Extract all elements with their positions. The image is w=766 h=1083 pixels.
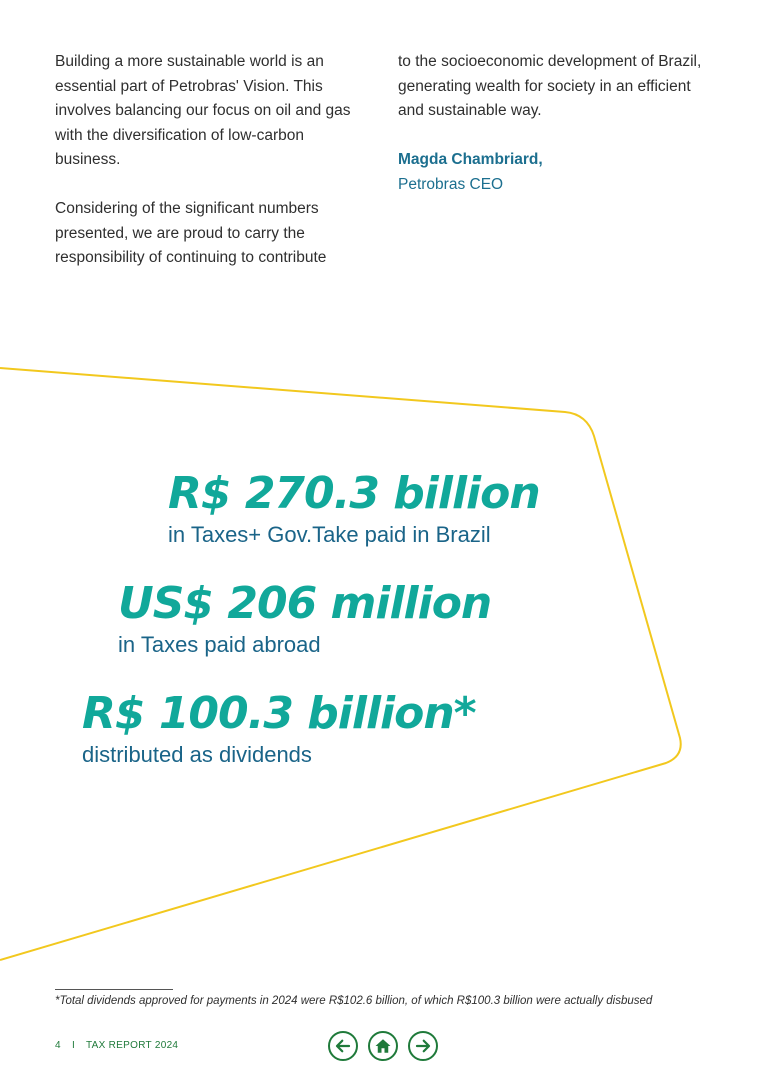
footer-separator: I bbox=[71, 1040, 76, 1051]
previous-page-button[interactable] bbox=[328, 1031, 358, 1061]
highlight-value: R$ 100.3 billion* bbox=[82, 688, 476, 739]
intro-paragraph-3: to the socioeconomic development of Brazil, generating wealth for society in an efficient and sustainable way. bbox=[398, 53, 702, 119]
next-page-button[interactable] bbox=[408, 1031, 438, 1061]
highlight-caption: in Taxes paid abroad bbox=[118, 632, 321, 657]
highlight-dividends bbox=[82, 686, 476, 768]
highlight-value: R$ 270.3 billion bbox=[168, 468, 540, 519]
highlight-value: US$ 206 million bbox=[118, 578, 492, 629]
page-footer bbox=[55, 1040, 178, 1051]
arrow-right-icon bbox=[414, 1037, 432, 1055]
signature-role: Petrobras CEO bbox=[398, 175, 504, 193]
footnote: *Total dividends approved for payments in 2024 were R$102.6 billion, of which R$100.3 billion were actually disbused bbox=[55, 995, 653, 1007]
intro-paragraph-2: Considering of the significant numbers presented, we are proud to carry the responsibility of continuing to contribute bbox=[55, 200, 327, 266]
highlight-taxes-brazil bbox=[168, 466, 540, 548]
home-button[interactable] bbox=[368, 1031, 398, 1061]
report-title: TAX REPORT 2024 bbox=[85, 1040, 179, 1051]
home-icon bbox=[374, 1037, 392, 1055]
arrow-left-icon bbox=[334, 1037, 352, 1055]
intro-column-left bbox=[55, 50, 370, 295]
highlight-taxes-abroad bbox=[118, 576, 491, 658]
highlight-caption: distributed as dividends bbox=[82, 742, 312, 767]
highlight-caption: in Taxes+ Gov.Take paid in Brazil bbox=[168, 522, 491, 547]
intro-column-right bbox=[398, 50, 718, 197]
footnote-divider bbox=[55, 989, 173, 990]
page-number: 4 bbox=[55, 1040, 61, 1051]
signature-name: Magda Chambriard, bbox=[398, 151, 543, 168]
intro-paragraph-1: Building a more sustainable world is an essential part of Petrobras' Vision. This involves balancing our focus on oil and gas with the diversification of low-carbon business. bbox=[55, 53, 351, 168]
